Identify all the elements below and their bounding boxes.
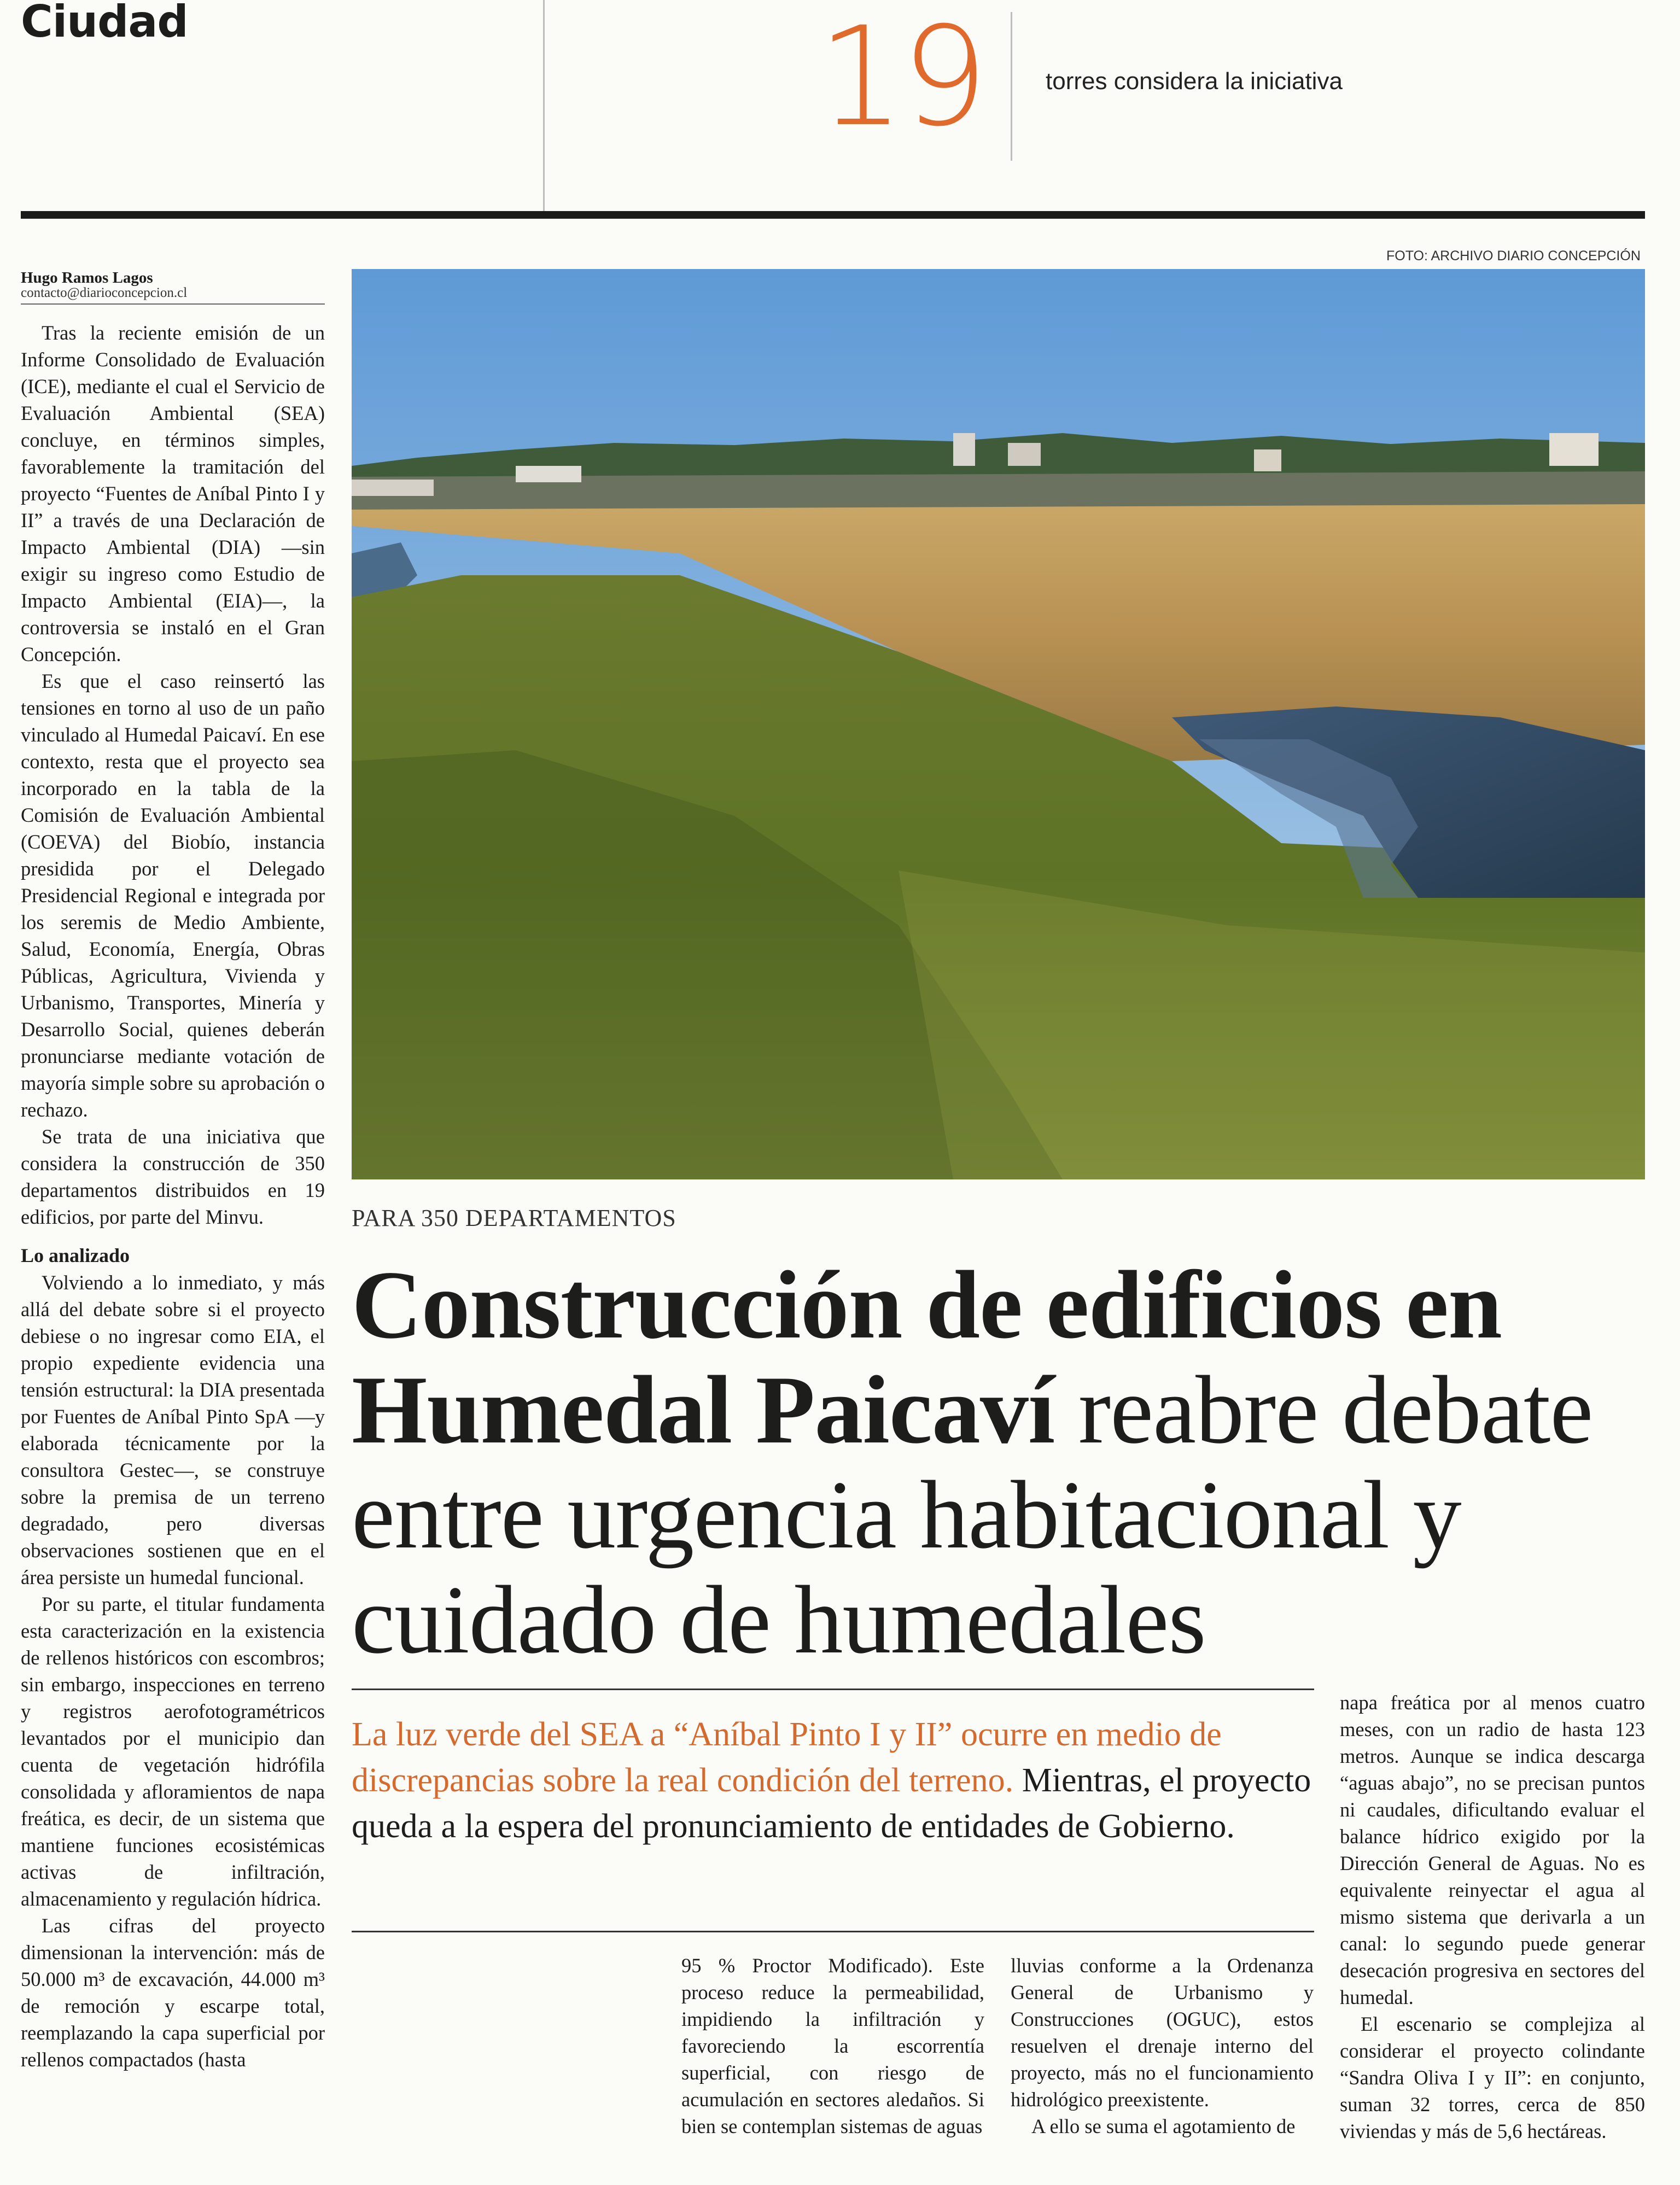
headline-regular: reabre debate entre urgencia habitacional y cuidado de humedales — [352, 1356, 1593, 1674]
paragraph: Es que el caso reinsertó las tensiones en torno al uso de un paño vinculado al Humedal Paicaví. En ese contexto, resta que el proyecto sea incorporado en la tabla de la Comisión de Evaluación Ambiental (COEVA) del Biobío, instancia presidida por el Delegado Presidencial Regional e integrada por los seremis de Medio Ambiente, Salud, Economía, Energía, Obras Públicas, Agricultura, Vivienda y Urbanismo, Transportes, Minería y Desarrollo Social, quienes deberán pronunciarse mediante votación de mayoría simple sobre su aprobación o rechazo. — [21, 670, 325, 1121]
article-column-1 — [21, 319, 325, 2073]
section-title: Ciudad — [21, 0, 188, 47]
paragraph: Por su parte, el titular fundamenta esta caracterización en la existencia de rellenos históricos con escombros; sin embargo, inspecciones en terreno y registros aerofotogramétricos levantados por el municipio dan cuenta de vegetación hidrófila consolidada y afloramientos de napa freática, es decir, de un sistema que mantiene funciones ecosistémicas activas de infiltración, almacenamiento y regulación hídrica. — [21, 1593, 325, 1910]
byline-author: Hugo Ramos Lagos — [21, 269, 153, 287]
deck-rule-bottom — [352, 1931, 1314, 1932]
highlight-number-label: torres considera la iniciativa — [1046, 68, 1343, 95]
headline-bold: Construcción de edificios en Humedal Paicaví — [352, 1251, 1502, 1464]
highlight-number: 19 — [818, 0, 985, 156]
deck-text: Mientras, el proyecto queda a la espera del pronunciamiento de entidades de Gobierno. — [352, 1762, 1311, 1845]
article-column-3 — [1011, 1952, 1314, 2140]
paragraph: 95 % Proctor Modificado). Este proceso reduce la permeabilidad, impidiendo la infiltración y favoreciendo la escorrentía superficial, con riesgo de acumulación en sectores aledaños. Si bien se contemplan sistemas de aguas — [681, 1954, 984, 2137]
paragraph: lluvias conforme a la Ordenanza General de Urbanismo y Construcciones (OGUC), estos resuelven el drenaje interno del proyecto, más no el funcionamiento hidrológico preexistente. — [1011, 1954, 1314, 2111]
paragraph: A ello se suma el agotamiento de — [1031, 2115, 1296, 2137]
paragraph: napa freática por al menos cuatro meses, con un radio de hasta 123 metros. Aunque se indica descarga “aguas abajo”, no se precisan puntos ni caudales, dificultando evaluar el balance hídrico exigido por la Dirección General de Aguas. No es equivalente reinyectar el agua al mismo sistema que derivarla a un canal: lo segundo puede generar desecación progresiva en sectores del humedal. — [1340, 1691, 1645, 2008]
paragraph: Las cifras del proyecto dimensionan la intervención: más de 50.000 m³ de excavación, 44.000 m³ de remoción y escarpe total, reemplazando la capa superficial por rellenos compactados (hasta — [21, 1914, 325, 2071]
deck-rule-top — [352, 1689, 1314, 1690]
deck-highlight: La luz verde del SEA a “Aníbal Pinto I y II” ocurre en medio de discrepancias sobre la real condición del terreno. — [352, 1716, 1222, 1799]
article-column-4 — [1340, 1689, 1645, 2145]
photo-credit: FOTO: ARCHIVO DIARIO CONCEPCIÓN — [1386, 248, 1641, 264]
subheading: Lo analizado — [21, 1245, 130, 1266]
article-kicker: PARA 350 DEPARTAMENTOS — [352, 1205, 676, 1231]
paragraph: Se trata de una iniciativa que considera la construcción de 350 departamentos distribuidos en 19 edificios, por parte del Minvu. — [21, 1125, 325, 1228]
article-column-2 — [681, 1952, 984, 2140]
article-headline — [352, 1252, 1653, 1672]
header-divider — [543, 0, 545, 212]
paragraph: El escenario se complejiza al considerar el proyecto colindante “Sandra Oliva I y II”: en conjunto, suman 32 torres, cerca de 850 viviendas y más de 5,6 hectáreas. — [1340, 2013, 1645, 2142]
byline-rule — [21, 303, 325, 305]
paragraph: Volviendo a lo inmediato, y más allá del debate sobre si el proyecto debiese o no ingresar como EIA, el propio expediente evidencia una tensión estructural: la DIA presentada por Fuentes de Aníbal Pinto SpA —y elaborada técnicamente por la consultora Gestec—, se construye sobre la premisa de un terreno degradado, pero diversas observaciones sostienen que en el área persiste un humedal funcional. — [21, 1271, 325, 1588]
article-deck — [352, 1711, 1325, 1849]
byline-email: contacto@diarioconcepcion.cl — [21, 285, 188, 300]
number-divider — [1011, 12, 1012, 161]
paragraph: Tras la reciente emisión de un Informe Consolidado de Evaluación (ICE), mediante el cual el Servicio de Evaluación Ambiental (SEA) concluye, en términos simples, favorablemente la tramitación del proyecto “Fuentes de Aníbal Pinto I y II” a través de una Declaración de Impacto Ambiental (DIA) —sin exigir su ingreso como Estudio de Impacto Ambiental (EIA)—, la controversia se instaló en el Gran Concepción. — [21, 322, 325, 665]
header-rule — [21, 211, 1645, 219]
wetland-photo — [352, 269, 1645, 1179]
